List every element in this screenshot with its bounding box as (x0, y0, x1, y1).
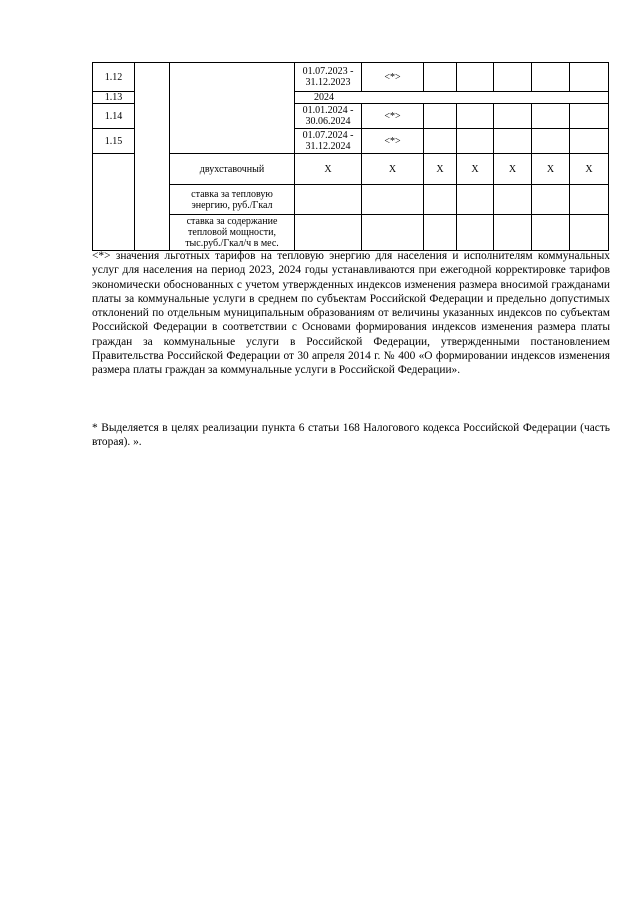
table-row (93, 185, 609, 215)
table-row (93, 63, 609, 92)
x-mark: X (532, 154, 570, 185)
empty-cell (424, 63, 457, 92)
empty-cell (494, 185, 532, 215)
empty-cell (93, 154, 135, 251)
energy-rate-label: ставка за тепловую энергию, руб./Гкал (170, 185, 295, 215)
row-number: 1.15 (93, 129, 135, 154)
empty-cell (295, 215, 362, 251)
empty-cell (532, 185, 570, 215)
capacity-rate-label: ставка за содержание тепловой мощности, тыс.руб./Гкал/ч в мес. (170, 215, 295, 251)
empty-cell (532, 63, 570, 92)
empty-cell (570, 63, 609, 92)
empty-cell (570, 129, 609, 154)
row-number: 1.12 (93, 63, 135, 92)
x-mark: X (295, 154, 362, 185)
empty-cell (170, 63, 295, 154)
empty-cell (295, 185, 362, 215)
empty-cell (494, 63, 532, 92)
empty-cell (494, 215, 532, 251)
x-mark: X (494, 154, 532, 185)
x-mark: X (362, 154, 424, 185)
value-cell: <*> (362, 104, 424, 129)
empty-cell (424, 215, 457, 251)
empty-cell (532, 104, 570, 129)
empty-cell (457, 63, 494, 92)
empty-cell (424, 104, 457, 129)
empty-cell (135, 63, 170, 251)
empty-cell (494, 129, 532, 154)
empty-cell (457, 104, 494, 129)
table-row (93, 154, 609, 185)
empty-cell (532, 129, 570, 154)
period-cell: 01.07.2023 - 31.12.2023 (295, 63, 362, 92)
period-cell: 2024 (295, 92, 609, 104)
empty-cell (570, 185, 609, 215)
row-number: 1.13 (93, 92, 135, 104)
period-cell: 01.01.2024 - 30.06.2024 (295, 104, 362, 129)
empty-cell (570, 215, 609, 251)
empty-cell (532, 215, 570, 251)
star-footnote: <*> значения льготных тарифов на тепловую энергию для населения и исполнителям коммунальных услуг для населения на период 2023, 2024 годы устанавливаются при ежегодной корректировке тарифов экономически обоснованных с учетом утвержденных индексов изменения размера вносимой гражданами платы за коммунальные услуги в среднем по субъектам Российской Федерации и предельно допустимых отклонений по отдельным муниципальным образованиям от величины указанных индексов по субъектам Российской Федерации в соответствии с Основами формирования индексов изменения размера платы граждан за коммунальные услуги в Российской Федерации, утвержденными постановлением Правительства Российской Федерации от 30 апреля 2014 г. № 400 «О формировании индексов изменения размера платы граждан за коммунальные услуги в Российской Федерации». (92, 250, 610, 377)
period-cell: 01.07.2024 - 31.12.2024 (295, 129, 362, 154)
empty-cell (457, 215, 494, 251)
table-row (93, 215, 609, 251)
value-cell: <*> (362, 129, 424, 154)
empty-cell (424, 185, 457, 215)
x-mark: X (457, 154, 494, 185)
x-mark: X (424, 154, 457, 185)
empty-cell (362, 215, 424, 251)
empty-cell (457, 129, 494, 154)
empty-cell (362, 185, 424, 215)
empty-cell (457, 185, 494, 215)
row-number: 1.14 (93, 104, 135, 129)
empty-cell (424, 129, 457, 154)
empty-cell (494, 104, 532, 129)
empty-cell (570, 104, 609, 129)
x-mark: X (570, 154, 609, 185)
tariff-table (92, 62, 609, 251)
value-cell: <*> (362, 63, 424, 92)
twopart-label: двухставочный (170, 154, 295, 185)
asterisk-footnote: * Выделяется в целях реализации пункта 6 статьи 168 Налогового кодекса Российской Федерации (часть вторая). ». (92, 422, 610, 449)
